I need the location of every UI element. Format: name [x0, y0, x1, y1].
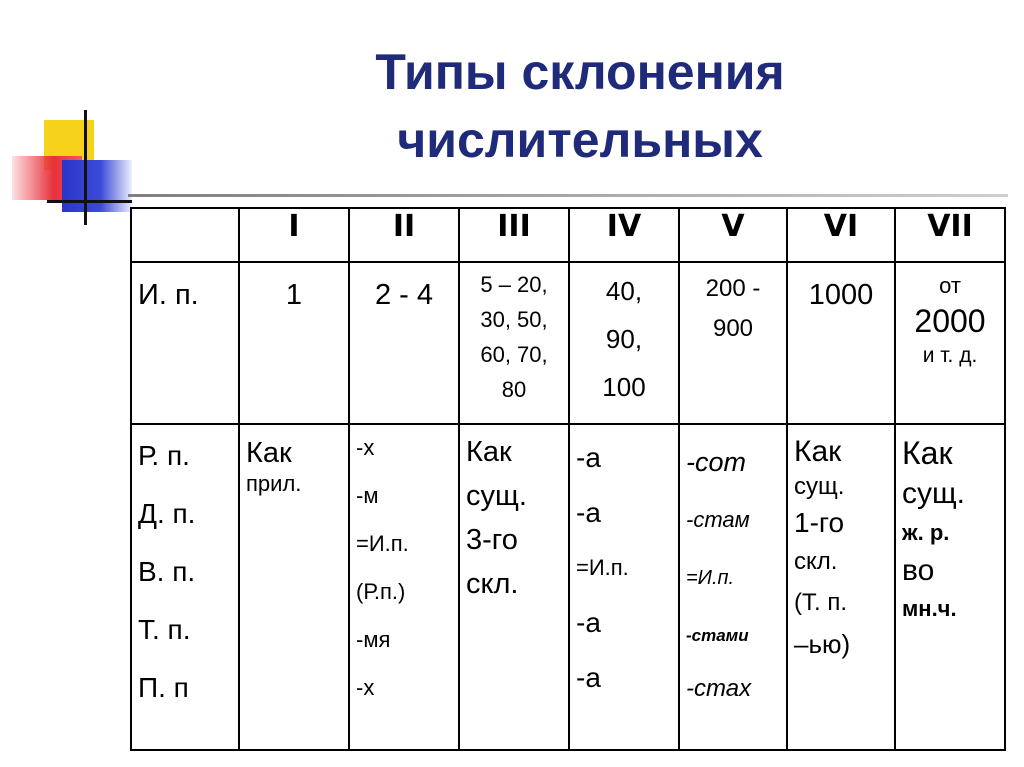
nominative-3-line: 5 – 20,	[480, 272, 548, 297]
nominative-case-cell	[131, 262, 239, 424]
nominative-5-line: 200 -	[705, 275, 761, 302]
oblique-4-line: -а	[576, 607, 601, 638]
nominative-4-line: 90,	[605, 324, 643, 354]
oblique-6-line: сущ.	[794, 473, 845, 500]
nominative-case-label: И. п.	[138, 279, 199, 311]
oblique-cell-7	[895, 424, 1005, 750]
oblique-5-line: -стах	[686, 675, 752, 702]
oblique-6-line: 1-го	[794, 507, 845, 538]
oblique-7-line: ж. р.	[902, 520, 950, 545]
title-line-1: Типы склонения	[375, 44, 785, 100]
oblique-2-line: (Р.п.)	[356, 579, 406, 604]
header-row	[131, 208, 1005, 262]
oblique-2-line: =И.п.	[356, 531, 409, 556]
nominative-value-2: 2 - 4	[374, 279, 434, 311]
nominative-cell-4	[569, 262, 679, 424]
oblique-1-line: Как	[246, 437, 292, 469]
oblique-7-line: Как	[902, 435, 953, 471]
oblique-6-line: (Т. п.	[794, 589, 847, 616]
header-type-3: III	[459, 208, 569, 262]
decor-horizontal-line	[47, 200, 132, 203]
oblique-6-line: –ью)	[794, 629, 851, 659]
case-prepositional: П. п	[138, 672, 189, 703]
oblique-cell-4	[569, 424, 679, 750]
oblique-3-line: скл.	[466, 568, 519, 600]
header-type-7: VII	[895, 208, 1005, 262]
nominative-cell-5	[679, 262, 787, 424]
oblique-5-line: -сот	[686, 447, 746, 477]
oblique-4-line: =И.п.	[576, 555, 629, 580]
header-corner	[131, 208, 239, 262]
oblique-5-line: =И.п.	[686, 567, 735, 589]
header-type-4: IV	[569, 208, 679, 262]
header-type-6: VI	[787, 208, 895, 262]
header-type-2: II	[349, 208, 459, 262]
nominative-4-line: 100	[602, 372, 646, 402]
header-type-5: V	[679, 208, 787, 262]
oblique-5-line: -стам	[686, 507, 750, 532]
nominative-5-line: 900	[712, 315, 754, 342]
nominative-3-line: 80	[501, 377, 527, 402]
nominative-7-line: от	[939, 273, 961, 298]
nominative-value-1: 1	[285, 279, 303, 311]
oblique-row	[131, 424, 1005, 750]
nominative-cell-2	[349, 262, 459, 424]
nominative-cell-1	[239, 262, 349, 424]
declension-table	[130, 207, 1006, 751]
oblique-2-line: -м	[356, 483, 379, 508]
nominative-7-line: и т. д.	[922, 344, 978, 367]
oblique-cell-1	[239, 424, 349, 750]
nominative-cell-3	[459, 262, 569, 424]
nominative-value-6: 1000	[808, 279, 874, 311]
oblique-6-line: Как	[794, 435, 842, 468]
oblique-4-line: -а	[576, 662, 601, 693]
title-line-2: числительных	[397, 112, 763, 168]
oblique-7-line: во	[902, 554, 935, 587]
oblique-cell-5	[679, 424, 787, 750]
oblique-4-line: -а	[576, 497, 601, 528]
oblique-cases-cell	[131, 424, 239, 750]
nominative-7-line: 2000	[914, 303, 986, 339]
case-accusative: В. п.	[138, 556, 196, 587]
nominative-cell-6	[787, 262, 895, 424]
oblique-3-line: 3-го	[466, 524, 518, 556]
oblique-6-line: скл.	[794, 548, 838, 575]
nominative-row	[131, 262, 1005, 424]
oblique-7-line: сущ.	[902, 477, 966, 510]
oblique-3-line: Как	[466, 436, 512, 468]
oblique-2-line: -х	[356, 675, 375, 700]
oblique-4-line: -а	[576, 442, 601, 473]
title-rule	[128, 194, 1008, 197]
case-genitive: Р. п.	[138, 440, 190, 471]
oblique-5-line: -стами	[686, 626, 749, 645]
nominative-4-line: 40,	[605, 276, 643, 306]
oblique-cell-3	[459, 424, 569, 750]
oblique-cell-6	[787, 424, 895, 750]
oblique-2-line: -х	[356, 435, 375, 460]
decor-vertical-line	[84, 110, 87, 225]
oblique-7-line: мн.ч.	[902, 596, 957, 621]
page-title	[230, 38, 930, 174]
oblique-2-line: -мя	[356, 627, 391, 652]
case-dative: Д. п.	[138, 498, 196, 529]
oblique-cell-2	[349, 424, 459, 750]
nominative-3-line: 30, 50,	[480, 307, 548, 332]
header-type-1: I	[239, 208, 349, 262]
case-instrumental: Т. п.	[138, 614, 191, 645]
decor-blue-square	[62, 160, 132, 212]
nominative-cell-7	[895, 262, 1005, 424]
oblique-1-line: прил.	[246, 471, 302, 496]
nominative-3-line: 60, 70,	[480, 342, 548, 367]
oblique-3-line: сущ.	[466, 480, 527, 512]
